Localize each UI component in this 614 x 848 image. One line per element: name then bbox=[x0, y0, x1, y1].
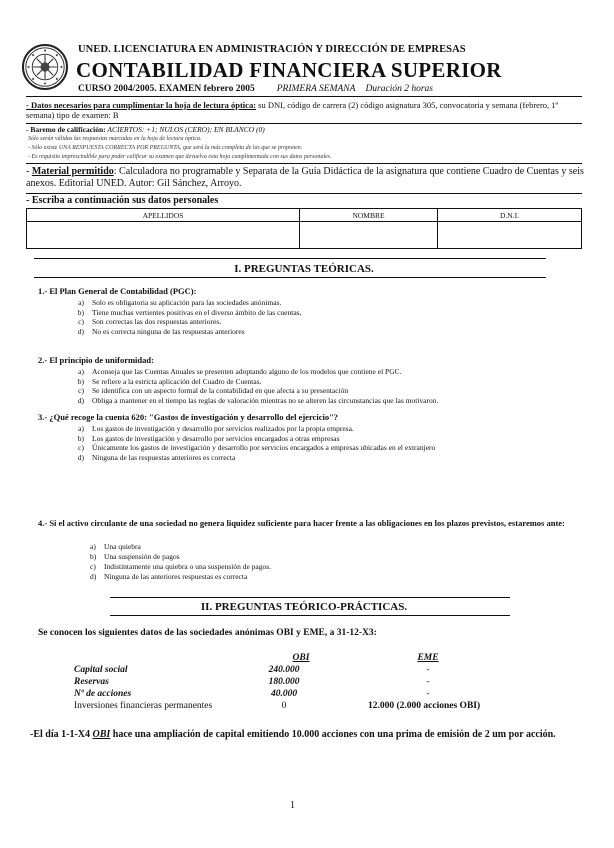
section1-bottom-rule bbox=[34, 277, 546, 278]
section1-top-rule bbox=[34, 258, 546, 259]
option-4c[interactable]: c) Indistintamente una quiebra o una suspensión de pagos. bbox=[90, 562, 272, 571]
row-acciones: Nº de acciones 40.000 - bbox=[74, 689, 430, 699]
col-nombre: NOMBRE bbox=[300, 209, 438, 222]
col-eme-header: EME bbox=[417, 653, 439, 663]
question-3-title: 3.- ¿Qué recoge la cuenta 620: "Gastos de investigación y desarrollo del ejercicio"? bbox=[38, 412, 339, 422]
baremo-instruction bbox=[26, 125, 586, 135]
section2-bottom-rule bbox=[110, 615, 510, 616]
baremo-label: - Baremo de calificación: bbox=[26, 125, 106, 134]
option-2a[interactable]: a) Aconseja que las Cuentas Anuales se presenten adoptando alguno de los modelos que contiene el PGC. bbox=[78, 367, 402, 376]
section1-title: I. PREGUNTAS TEÓRICAS. bbox=[234, 263, 374, 275]
option-3a[interactable]: a) Los gastos de investigación y desarrollo por servicios realizados por la propia empresa. bbox=[78, 424, 354, 433]
baremo-sub: Sólo serán válidas las respuestas marcadas en la hoja de lectura óptica. bbox=[28, 136, 202, 142]
row-reservas: Reservas 180.000 - bbox=[74, 677, 430, 687]
option-3c[interactable]: c) Únicamente los gastos de investigación y desarrollo por servicios encargados a empresas ubicadas en el extranjero bbox=[78, 443, 436, 453]
datos-text: su DNI, código de carrera (2) código asignatura 305, convocatoria y semana (febrero, 1ª semana) tipo de examen: B bbox=[26, 100, 558, 120]
row-inversiones: Inversiones financieras permanentes 0 12.000 (2.000 acciones OBI) bbox=[74, 701, 481, 711]
datos-label: - Datos necesarios para cumplimentar la hoja de lectura óptica: bbox=[26, 100, 257, 110]
question-3-options bbox=[60, 424, 520, 462]
datos-instruction bbox=[26, 100, 586, 120]
material-instruction: - Material permitido: Calculadora no programable y Separata de la Guía Didáctica de la asignatura que contiene Cuadro de Cuentas y seis anexos. Editorial UNED. Autor: Gil Sánchez, Arroyo. bbox=[26, 166, 584, 189]
course-text: CURSO 2004/2005. EXAMEN febrero 2005 bbox=[78, 84, 255, 94]
option-3d[interactable]: d) Ninguna de las respuestas anteriores es correcta bbox=[77, 452, 236, 462]
material-text: : Calculadora no programable y Separata de la Guía Didáctica de la asignatura que contiene Cuadro de Cuentas y seis anexos. Editorial UNED. Autor: Gil Sánchez, Arroyo. bbox=[26, 166, 584, 189]
option-1a[interactable]: a) Solo es obligatoria su aplicación para las sociedades anónimas. bbox=[78, 298, 282, 307]
col-dni: D.N.I. bbox=[438, 209, 582, 222]
section2-intro: Se conocen los siguientes datos de las sociedades anónimas OBI y EME, a 31-12-X3: bbox=[38, 628, 377, 638]
essential-note: - Es requisito imprescindible para poder calificar su examen que devuelva esta hoja cumplimentada con sus datos personales. bbox=[28, 154, 332, 160]
section2-title: II. PREGUNTAS TEÓRICO-PRÁCTICAS. bbox=[200, 601, 408, 613]
divider-2 bbox=[26, 123, 582, 124]
option-1d[interactable]: d) No es correcta ninguna de las respuestas anteriores bbox=[77, 326, 245, 336]
data-table bbox=[74, 665, 554, 713]
course-line bbox=[78, 84, 433, 94]
option-2b[interactable]: b) Se refiere a la estricta aplicación del Cuadro de Cuentas. bbox=[77, 376, 262, 386]
nombre-field[interactable] bbox=[300, 222, 438, 249]
apellidos-field[interactable] bbox=[27, 222, 300, 249]
option-2d[interactable]: d) Obliga a mantener en el tiempo las reglas de valoración mientras no se alteren las circunstancias que las motivaron. bbox=[77, 395, 439, 405]
material-label: Material permitido bbox=[31, 166, 114, 177]
single-answer-note: - Sólo existe UNA RESPUESTA CORRECTA POR PREGUNTA, que será la más completa de las que se proponen. bbox=[28, 145, 303, 151]
personal-data-table bbox=[26, 208, 582, 249]
question-1-options bbox=[60, 298, 570, 336]
dni-field[interactable] bbox=[438, 222, 582, 249]
baremo-text: ACIERTOS: +1; NULOS (CERO); EN BLANCO (0) bbox=[105, 125, 265, 134]
question-2-title: 2.- El principio de uniformidad: bbox=[38, 355, 154, 365]
row-capital-social: Capital social 240.000 - bbox=[74, 665, 430, 675]
section2-top-rule bbox=[110, 597, 510, 598]
week-text: PRIMERA SEMANA bbox=[276, 84, 356, 94]
option-4a[interactable]: a) Una quiebra bbox=[90, 542, 141, 551]
col-obi-header: OBI bbox=[292, 653, 310, 663]
divider-3 bbox=[26, 163, 582, 164]
question-2-options bbox=[60, 367, 510, 405]
option-2c[interactable]: c) Se identifica con un aspecto formal de la contabilidad en que afecta a su presentación bbox=[78, 386, 349, 396]
duration-text: Duración 2 horas bbox=[365, 84, 433, 94]
col-apellidos: APELLIDOS bbox=[27, 209, 300, 222]
subject-title: CONTABILIDAD FINANCIERA SUPERIOR bbox=[76, 58, 502, 82]
question-4-options bbox=[90, 542, 570, 582]
option-4d[interactable]: d) Ninguna de las anteriores respuestas es correcta bbox=[90, 572, 248, 581]
personal-data-label: - Escriba a continuación sus datos personales bbox=[26, 195, 219, 206]
question-4-title: 4.- Si el activo circulante de una sociedad no genera liquidez suficiente para hacer frente a las obligaciones en los plazos previstos, estaremos ante: bbox=[38, 518, 565, 528]
header-divider bbox=[26, 96, 582, 97]
option-3b[interactable]: b) Los gastos de investigación y desarrollo por servicios encargados a otras empresas bbox=[77, 433, 340, 443]
section2-statement: -El día 1-1-X4 OBI hace una ampliación de capital emitiendo 10.000 acciones con una prima de emisión de 2 um por acción. bbox=[30, 729, 556, 740]
page-number: 1 bbox=[290, 800, 295, 811]
option-4b[interactable]: b) Una suspensión de pagos bbox=[90, 552, 180, 561]
divider-4 bbox=[26, 193, 582, 194]
question-1-title: 1.- El Plan General de Contabilidad (PGC): bbox=[38, 286, 197, 296]
option-1b[interactable]: b) Tiene muchas vertientes positivas en el diverso ámbito de las cuentas, bbox=[77, 307, 302, 317]
uned-seal-logo bbox=[22, 44, 68, 90]
option-1c[interactable]: c) Son correctas las dos respuestas anteriores. bbox=[78, 317, 222, 327]
institution-title: UNED. LICENCIATURA EN ADMINISTRACIÓN Y DIRECCIÓN DE EMPRESAS bbox=[78, 44, 466, 55]
